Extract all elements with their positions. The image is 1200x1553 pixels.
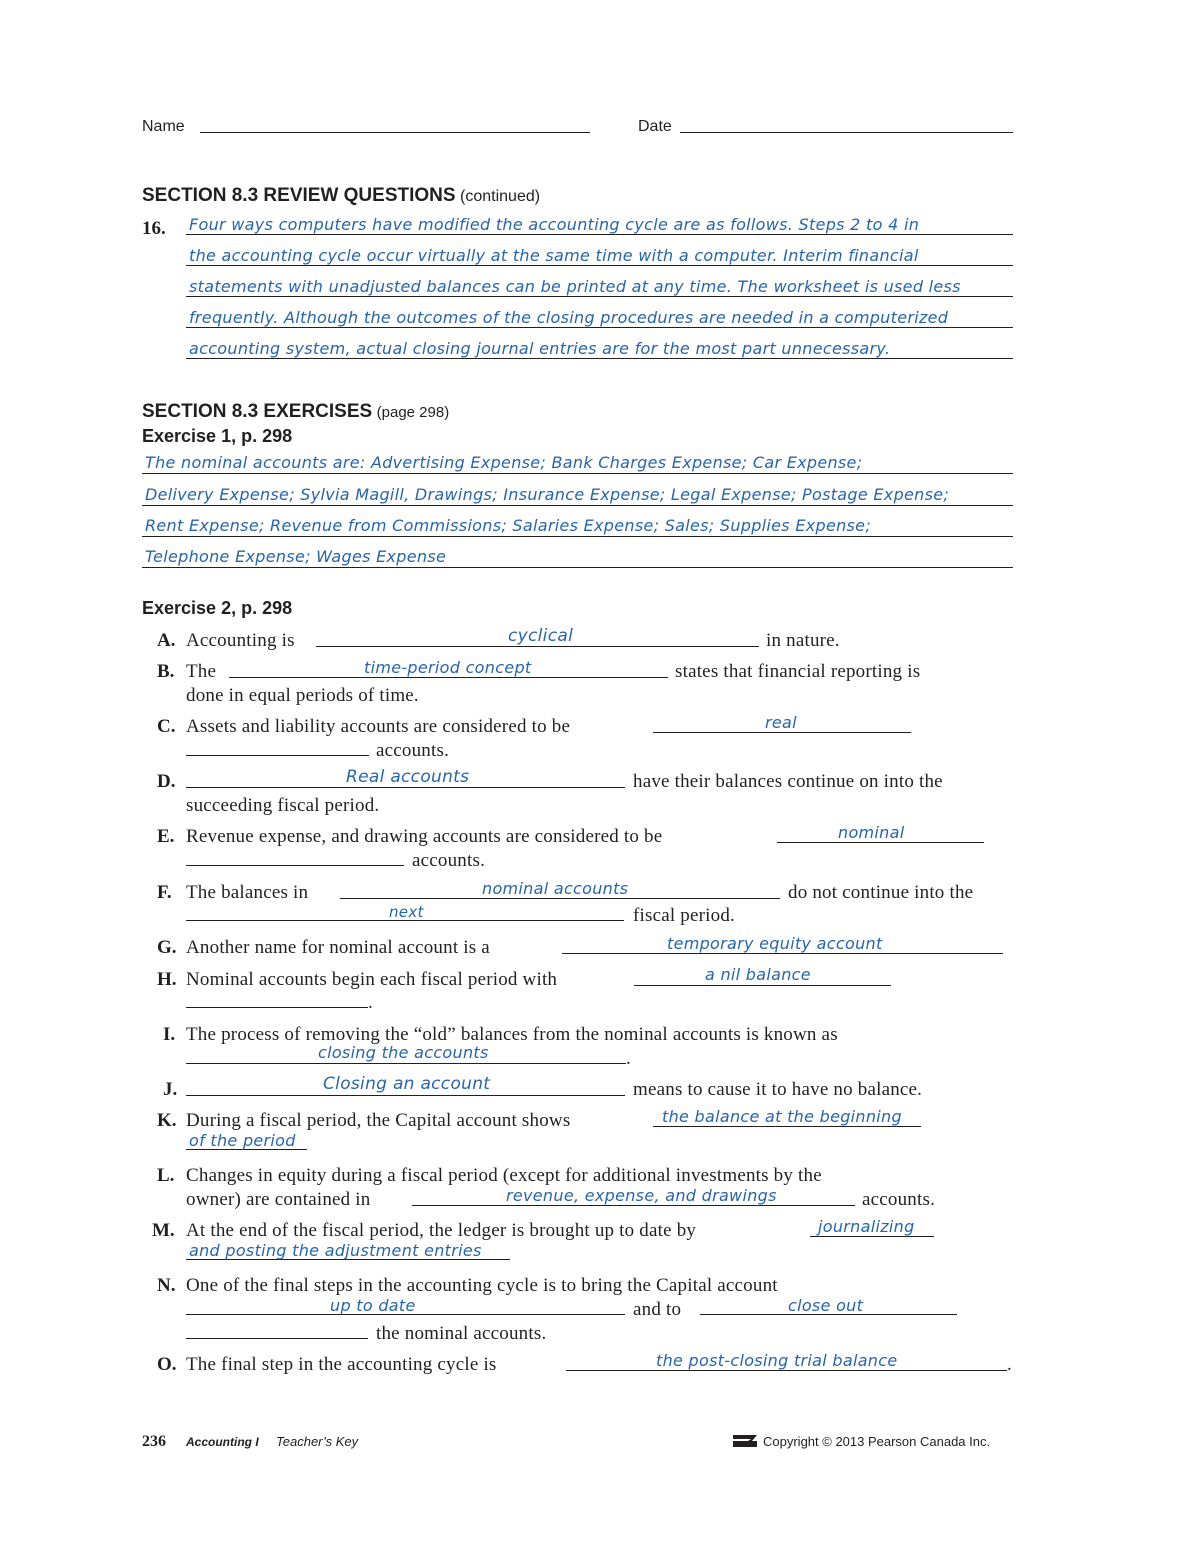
item-l-text: Changes in equity during a fiscal period (except for additional investments by the xyxy=(186,1165,822,1186)
answer-m: journalizing xyxy=(818,1217,915,1236)
answer-line: Telephone Expense; Wages Expense xyxy=(145,547,447,566)
answer-h: a nil balance xyxy=(705,965,811,984)
blank-b[interactable] xyxy=(229,677,668,678)
answer-rule xyxy=(142,505,1013,506)
date-label: Date xyxy=(638,118,672,135)
item-k-text: During a fiscal period, the Capital account shows xyxy=(186,1110,571,1131)
blank-f[interactable] xyxy=(340,898,780,899)
answer-k: the balance at the beginning xyxy=(662,1107,902,1126)
answer-rule xyxy=(186,296,1013,297)
answer-rule xyxy=(186,234,1013,235)
item-label-l: L. xyxy=(157,1165,175,1186)
item-l-text-3: accounts. xyxy=(862,1189,936,1210)
item-d-text-2: succeeding fiscal period. xyxy=(186,795,380,816)
answer-rule xyxy=(142,536,1013,537)
item-c-text-2: accounts. xyxy=(376,740,450,761)
item-label-h: H. xyxy=(157,969,177,990)
item-e-text-2: accounts. xyxy=(412,850,486,871)
item-n-text-2: and to xyxy=(633,1299,682,1320)
teachers-key: Teacher’s Key xyxy=(276,1434,359,1449)
blank-c[interactable] xyxy=(653,732,911,733)
item-label-k: K. xyxy=(157,1110,177,1131)
item-f-text-2: do not continue into the xyxy=(788,882,974,903)
answer-line: Rent Expense; Revenue from Commissions; Salaries Expense; Sales; Supplies Expense; xyxy=(145,516,872,535)
item-label-b: B. xyxy=(157,661,175,682)
blank-l[interactable] xyxy=(412,1205,855,1206)
item-label-g: G. xyxy=(157,937,177,958)
date-field[interactable] xyxy=(680,132,1013,133)
answer-m-2: and posting the adjustment entries xyxy=(189,1241,482,1260)
item-n-text-3: the nominal accounts. xyxy=(376,1323,547,1344)
item-d-text: have their balances continue on into the xyxy=(633,771,943,792)
item-f-text: The balances in xyxy=(186,882,309,903)
blank-h[interactable] xyxy=(634,985,891,986)
exercise-1-title: Exercise 1, p. 298 xyxy=(142,426,293,446)
answer-n-2: close out xyxy=(788,1296,864,1315)
item-label-j: J. xyxy=(163,1079,178,1100)
blank-a[interactable] xyxy=(316,646,759,647)
item-label-m: M. xyxy=(152,1220,175,1241)
blank-o[interactable] xyxy=(566,1370,1007,1371)
answer-l: revenue, expense, and drawings xyxy=(506,1186,777,1205)
item-b-text-3: done in equal periods of time. xyxy=(186,685,419,706)
review-section-title: SECTION 8.3 REVIEW QUESTIONS (continued) xyxy=(142,185,541,206)
item-o-period: . xyxy=(1007,1354,1012,1375)
item-label-c: C. xyxy=(157,716,176,737)
blank-m[interactable] xyxy=(810,1236,934,1237)
item-c-text: Assets and liability accounts are considered to be xyxy=(186,716,571,737)
blank-c-cont[interactable] xyxy=(186,755,369,756)
blank-h-cont[interactable] xyxy=(186,1007,368,1008)
item-i-period: . xyxy=(626,1048,631,1069)
answer-line: Delivery Expense; Sylvia Magill, Drawings; Insurance Expense; Legal Expense; Postage Expense; xyxy=(145,485,950,504)
item-e-text: Revenue expense, and drawing accounts are considered to be xyxy=(186,826,663,847)
item-a-text-end: in nature. xyxy=(766,630,840,651)
page-number: 236 xyxy=(142,1433,166,1450)
answer-line: frequently. Although the outcomes of the closing procedures are needed in a computerized xyxy=(189,308,949,327)
item-h-period: . xyxy=(368,992,373,1013)
blank-d[interactable] xyxy=(186,787,625,788)
item-label-i: I. xyxy=(163,1024,176,1045)
answer-rule xyxy=(186,327,1013,328)
item-b-text-2: states that financial reporting is xyxy=(675,661,921,682)
item-label-a: A. xyxy=(157,630,176,651)
answer-line: the accounting cycle occur virtually at the same time with a computer. Interim financial xyxy=(189,246,919,265)
answer-line: accounting system, actual closing journal entries are for the most part unnecessary. xyxy=(189,339,891,358)
question-number: 16. xyxy=(142,218,166,239)
answer-f-2: next xyxy=(389,903,424,921)
item-l-text-2: owner) are contained in xyxy=(186,1189,371,1210)
answer-rule xyxy=(142,567,1013,568)
exercises-section-title: SECTION 8.3 EXERCISES (page 298) xyxy=(142,401,450,422)
answer-j: Closing an account xyxy=(323,1074,491,1094)
item-label-o: O. xyxy=(157,1354,177,1375)
book-title: Accounting I xyxy=(186,1435,259,1449)
blank-i[interactable] xyxy=(186,1063,626,1064)
answer-line: Four ways computers have modified the accounting cycle are as follows. Steps 2 to 4 in xyxy=(189,215,920,234)
item-m-text: At the end of the fiscal period, the ledger is brought up to date by xyxy=(186,1220,697,1241)
name-label: Name xyxy=(142,118,185,135)
item-n-text: One of the final steps in the accounting cycle is to bring the Capital account xyxy=(186,1275,778,1296)
answer-rule xyxy=(142,473,1013,474)
item-i-text: The process of removing the “old” balances from the nominal accounts is known as xyxy=(186,1024,838,1045)
blank-e[interactable] xyxy=(777,842,984,843)
answer-d: Real accounts xyxy=(346,767,470,787)
answer-a: cyclical xyxy=(508,626,574,646)
item-j-text: means to cause it to have no balance. xyxy=(633,1079,923,1100)
item-o-text: The final step in the accounting cycle is xyxy=(186,1354,497,1375)
blank-k[interactable] xyxy=(653,1126,921,1127)
blank-g[interactable] xyxy=(562,953,1003,954)
answer-i: closing the accounts xyxy=(318,1043,489,1062)
item-label-e: E. xyxy=(157,826,175,847)
blank-e-cont[interactable] xyxy=(186,865,404,866)
item-f-text-3: fiscal period. xyxy=(633,905,735,926)
answer-n: up to date xyxy=(330,1296,416,1315)
item-g-text: Another name for nominal account is a xyxy=(186,937,490,958)
copyright: Copyright © 2013 Pearson Canada Inc. xyxy=(763,1434,991,1449)
answer-e: nominal xyxy=(838,823,905,842)
answer-rule xyxy=(186,358,1013,359)
answer-rule xyxy=(186,265,1013,266)
exercise-2-title: Exercise 2, p. 298 xyxy=(142,598,293,618)
answer-line: The nominal accounts are: Advertising Expense; Bank Charges Expense; Car Expense; xyxy=(145,453,863,472)
item-a-text: Accounting is xyxy=(186,630,295,651)
item-label-f: F. xyxy=(157,882,172,903)
item-label-n: N. xyxy=(157,1275,176,1296)
answer-line: statements with unadjusted balances can be printed at any time. The worksheet is used less xyxy=(189,277,961,296)
answer-k-2: of the period xyxy=(189,1131,296,1150)
item-h-text: Nominal accounts begin each fiscal period with xyxy=(186,969,558,990)
item-label-d: D. xyxy=(157,771,176,792)
answer-c: real xyxy=(765,713,797,732)
pearson-logo-icon xyxy=(732,1434,758,1448)
answer-b: time-period concept xyxy=(364,658,532,677)
item-b-text: The xyxy=(186,661,217,682)
blank-j[interactable] xyxy=(186,1095,625,1096)
answer-g: temporary equity account xyxy=(667,934,883,953)
blank-n-cont[interactable] xyxy=(186,1338,368,1339)
name-field[interactable] xyxy=(200,132,590,133)
answer-f: nominal accounts xyxy=(482,879,629,898)
answer-o: the post-closing trial balance xyxy=(656,1351,898,1370)
